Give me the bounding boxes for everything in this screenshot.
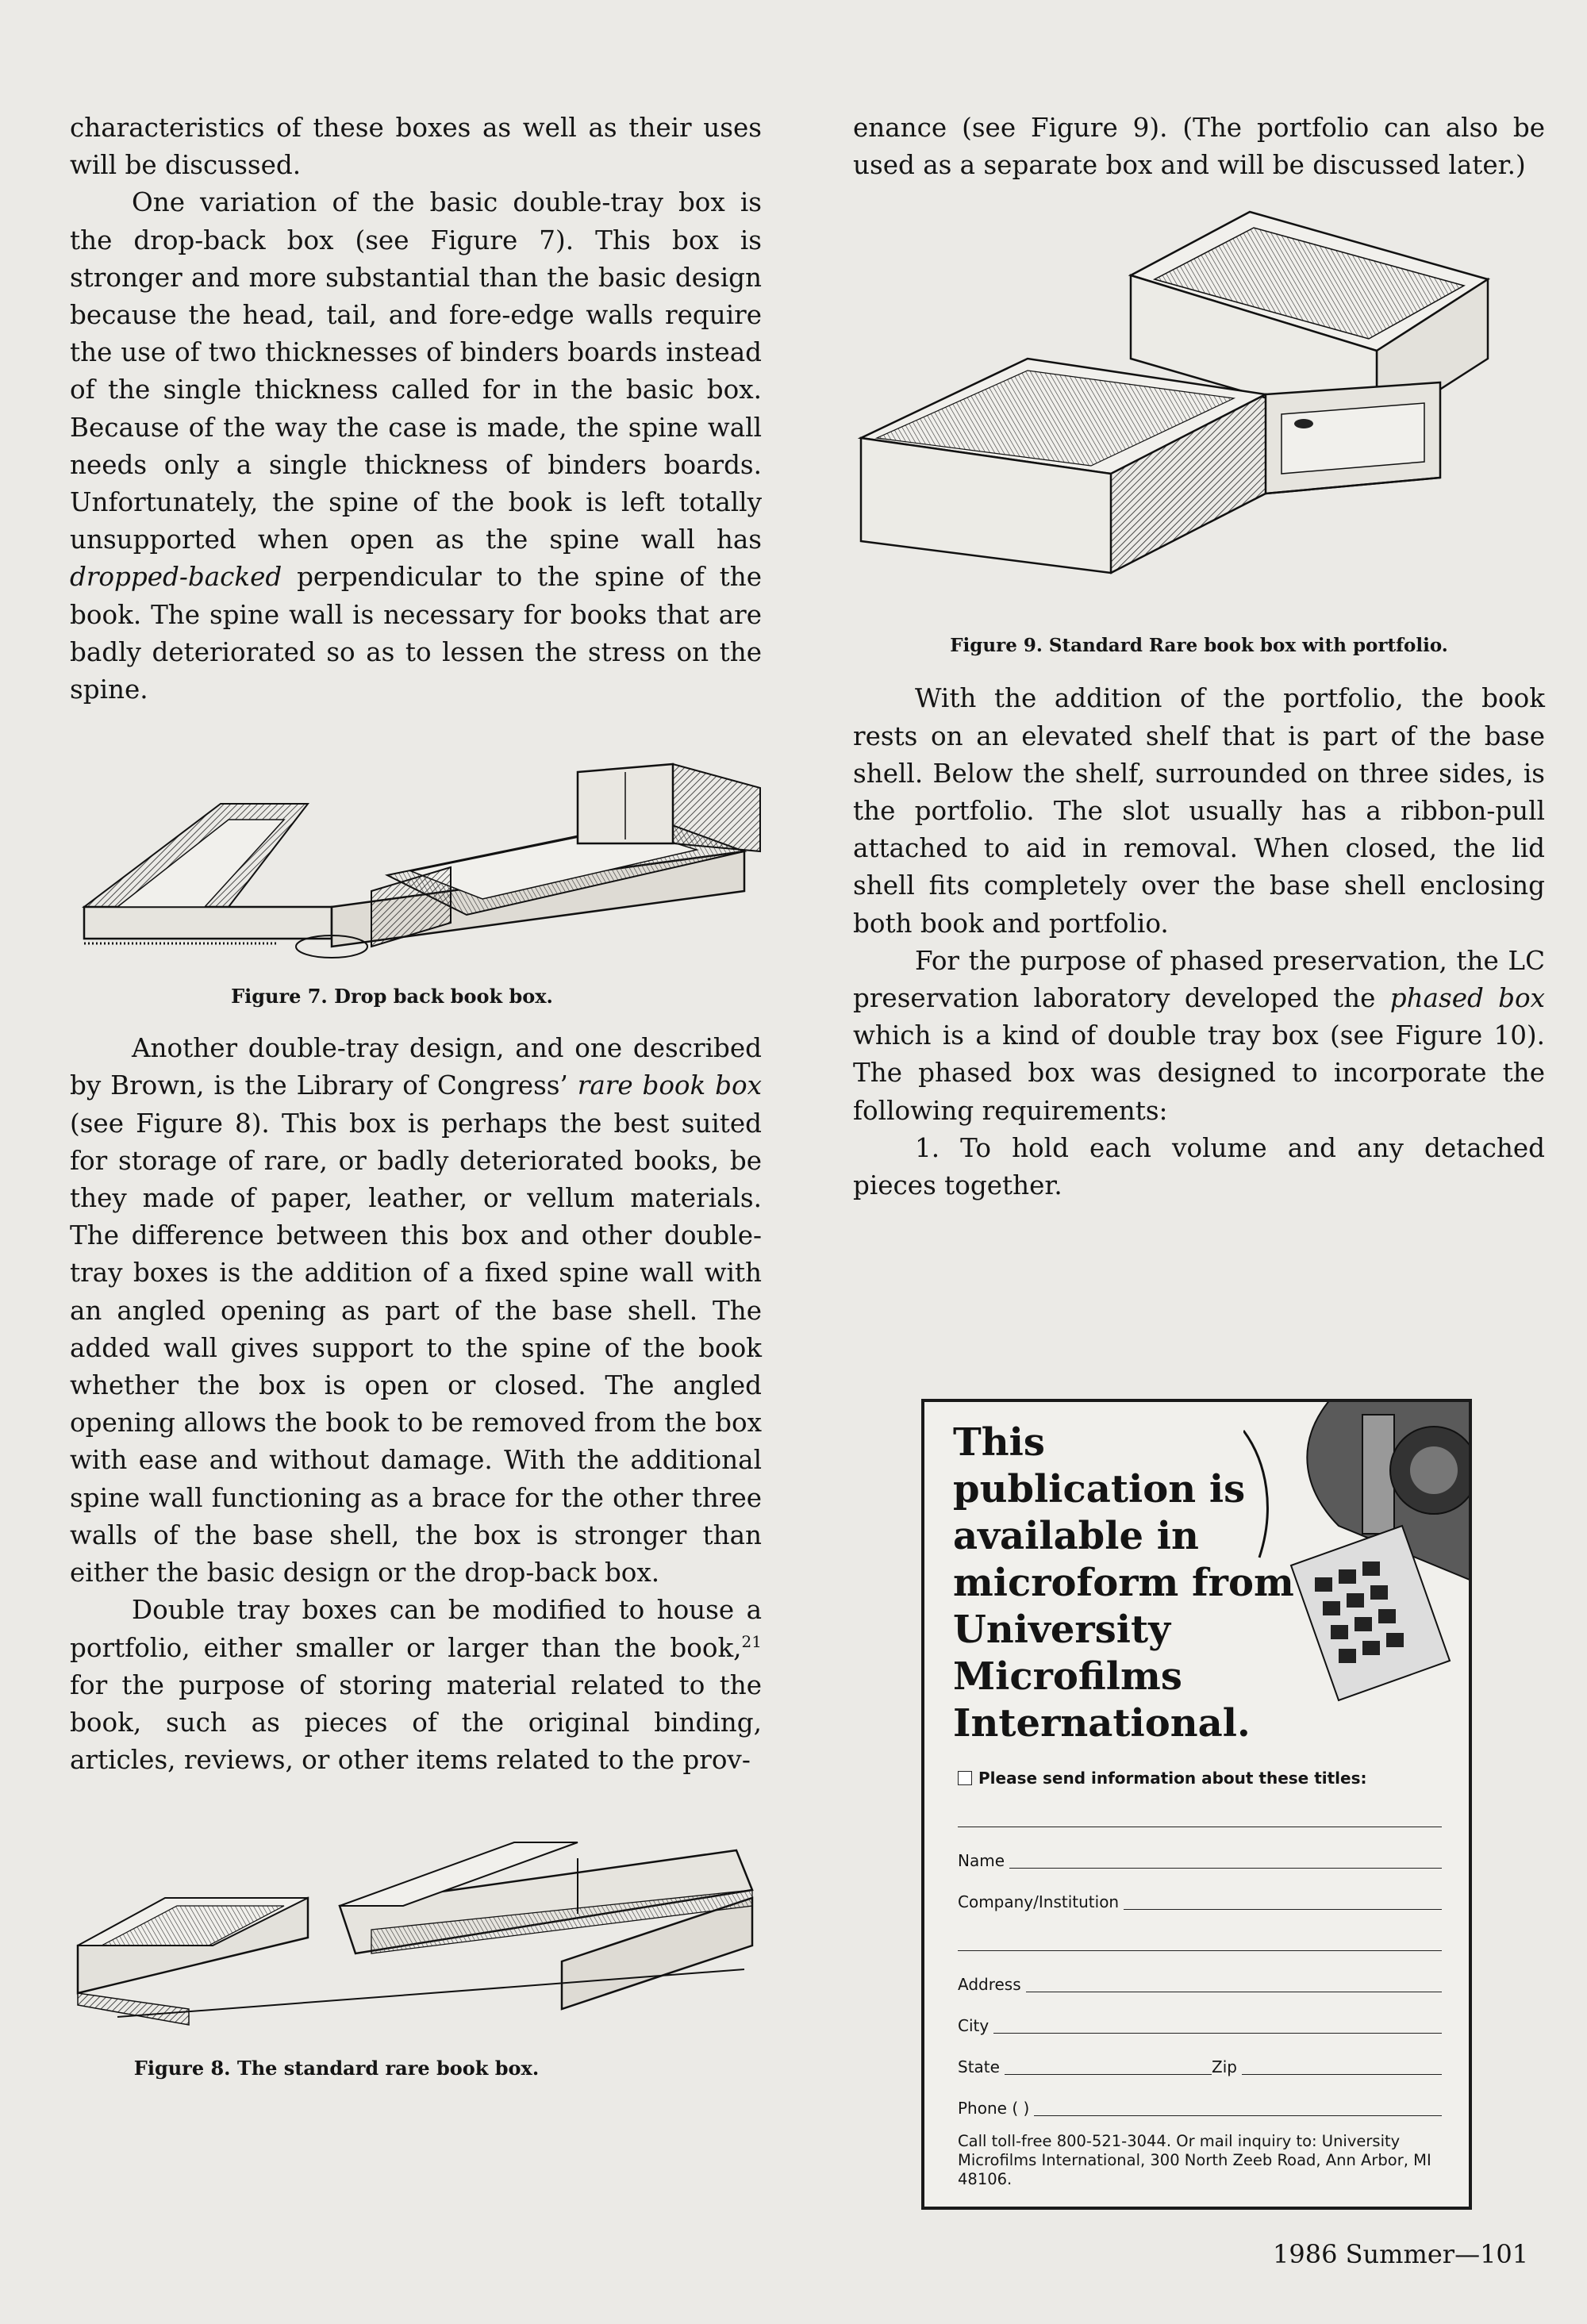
right-paragraph-1: enance (see Figure 9). (The portfolio can also be used as a separate box and will be discussed later.)	[853, 113, 1545, 181]
left-paragraph-4-text: Double tray boxes can be modified to house a portfolio, either smaller or larger than the book,	[70, 1595, 762, 1663]
left-paragraph-3-text: Another double-tray design, and one described by Brown, is the Library of Congress’	[70, 1033, 762, 1101]
right-paragraph-3	[853, 943, 1545, 1130]
ad-headline: This publication is available in microform from University Microfilms International.	[953, 1420, 1294, 1746]
microfilm-reader-icon	[1243, 1399, 1472, 1732]
left-column	[70, 109, 762, 2080]
figure-7-caption: Figure 7. Drop back book box.	[231, 985, 553, 1008]
left-paragraph-1: characteristics of these boxes as well as their uses will be discussed.	[70, 113, 762, 181]
rare-book-box-illustration	[70, 1811, 762, 2049]
left-paragraph-3-tail: (see Figure 8). This box is perhaps the best suited for storage of rare, or badly deteriorated books, be they made of paper, leather, or vellum materials. The difference between this box and other double-tray boxes is the addition of a fixed spine wall with an angled opening as part of the base shell. The added wall gives support to the spine of the book whether the box is open or closed. The angled opening allows the book to be removed from the box with ease and without damage. With the additional spine wall functioning as a brace for the other three walls of the base shell, the box is stronger than either the basic design or the drop-back box.	[70, 1108, 762, 1588]
ad-contact-info: Call toll-free 800-521-3044. Or mail inquiry to: University Microfilms International, 300 North Zeeb Road, Ann Arbor, MI 48106.	[958, 2132, 1431, 2188]
name-field[interactable]	[958, 1832, 1442, 1873]
address-field[interactable]	[958, 1956, 1442, 1997]
left-paragraph-2-emphasis: dropped-backed	[70, 562, 282, 593]
info-request-label: Please send information about these titles:	[978, 1769, 1367, 1788]
info-request-row	[958, 1769, 1442, 1788]
left-paragraph-2	[70, 184, 762, 709]
left-paragraph-2-text: One variation of the basic double-tray box is the drop-back box (see Figure 7). This box is stronger and more substantial than the basic design because the head, tail, and fore-edge walls require the use of two thicknesses of binders boards instead of the single thickness called for in the basic box. Because of the way the case is made, the spine wall needs only a single thickness of binders boards. Unfortunately, the spine of the book is left totally unsupported when open as the spine wall has	[70, 187, 762, 555]
microform-advertisement	[921, 1399, 1472, 2210]
phone-label	[958, 2099, 1034, 2118]
name-label: Name	[958, 1851, 1009, 1870]
company-field[interactable]	[958, 1873, 1442, 1915]
phone-field[interactable]	[958, 2080, 1442, 2121]
page-footer: 1986 Summer—101	[1273, 2239, 1529, 2269]
company-line-2[interactable]	[958, 1915, 1442, 1956]
rare-book-box-with-portfolio-illustration	[853, 200, 1545, 628]
phone-label-text: Phone	[958, 2099, 1007, 2118]
drop-back-box-illustration	[70, 709, 762, 970]
company-label: Company/Institution	[958, 1892, 1124, 1911]
left-paragraph-2-tail: perpendicular to the spine of the book. The spine wall is necessary for books that are badly deteriorated so as to lessen the stress on the spine.	[70, 562, 762, 705]
left-paragraph-4	[70, 1592, 762, 1779]
state-label: State	[958, 2057, 1005, 2076]
city-label: City	[958, 2016, 993, 2035]
right-paragraph-2: With the addition of the portfolio, the book rests on an elevated shelf that is part of the base shell. Below the shelf, surrounded on three sides, is the portfolio. The slot usually has a ribbon-pull attached to aid in removal. When closed, the lid shell fits completely over the base shell enclosing both book and portfolio.	[853, 683, 1545, 939]
city-field[interactable]	[958, 1997, 1442, 2038]
right-column	[853, 109, 1545, 1204]
zip-label: Zip	[1212, 2057, 1242, 2076]
left-paragraph-3	[70, 1030, 762, 1592]
titles-line-row[interactable]	[958, 1791, 1442, 1832]
right-paragraph-4: 1. To hold each volume and any detached pieces together.	[853, 1132, 1545, 1201]
phone-parens: ( )	[1012, 2099, 1030, 2118]
figure-9-caption: Figure 9. Standard Rare book box with portfolio.	[950, 635, 1448, 657]
ad-request-form	[958, 1769, 1442, 2121]
address-label: Address	[958, 1975, 1026, 1994]
right-paragraph-3-emphasis: phased box	[1389, 983, 1545, 1014]
state-zip-field[interactable]	[958, 2038, 1442, 2080]
figure-8	[70, 1811, 762, 2080]
figure-7	[70, 709, 762, 1022]
right-paragraph-3-text: For the purpose of phased preservation, the LC preservation laboratory developed the	[853, 945, 1545, 1014]
footnote-ref-21: 21	[741, 1631, 762, 1651]
info-request-checkbox[interactable]	[958, 1771, 972, 1785]
right-paragraph-3-tail: which is a kind of double tray box (see Figure 10). The phased box was designed to incorporate the following requirements:	[853, 1020, 1545, 1126]
figure-8-caption: Figure 8. The standard rare book box.	[133, 2057, 540, 2080]
left-paragraph-3-emphasis: rare book box	[577, 1070, 762, 1101]
figure-9	[853, 200, 1545, 656]
left-paragraph-4-tail: for the purpose of storing material related to the book, such as pieces of the original binding, articles, reviews, or other items related to the prov-	[70, 1669, 762, 1776]
